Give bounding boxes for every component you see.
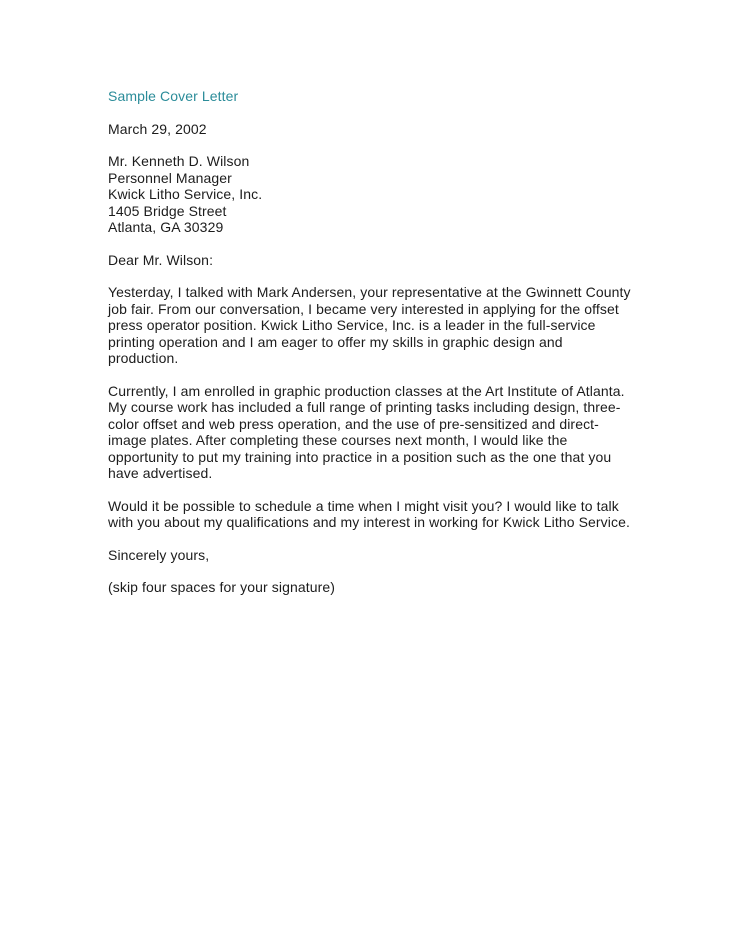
closing-line: Sincerely yours, [108,546,210,563]
recipient-company: Kwick Litho Service, Inc. [108,186,263,202]
recipient-job-title: Personnel Manager [108,169,232,186]
letter-paragraph-2: Currently, I am enrolled in graphic production classes at the Art Institute of Atlanta. My course work has included a full range of printing tasks including design, three-color offset and web press operation, and the use of pre-sensitized and direct-image plates. After completing these courses next month, I would like the opportunity to put my training into practice in a position such as the one that you have advertised. [108,382,625,481]
recipient-street: 1405 Bridge Street [108,202,227,219]
sample-cover-letter-title-link[interactable]: Sample Cover Letter [108,88,239,104]
signature-placeholder-note: (skip four spaces for your signature) [108,579,336,595]
letter-paragraph-3: Would it be possible to schedule a time when I might visit you? I would like to talk with you about my qualifications and my interest in working for Kwick Litho Service. [108,497,630,530]
cover-letter [108,88,632,612]
letter-date: March 29, 2002 [108,120,207,137]
salutation: Dear Mr. Wilson: [108,251,214,268]
recipient-name: Mr. Kenneth D. Wilson [108,153,250,169]
recipient-address-block [108,153,632,236]
recipient-city-state-zip: Atlanta, GA 30329 [108,219,224,235]
letter-paragraph-1: Yesterday, I talked with Mark Andersen, your representative at the Gwinnett County job fair. From our conversation, I became very interested in applying for the offset press operator position. Kwick Litho Service, Inc. is a leader in the full-service printing operation and I am eager to offer my skills in graphic design and production. [108,284,631,366]
